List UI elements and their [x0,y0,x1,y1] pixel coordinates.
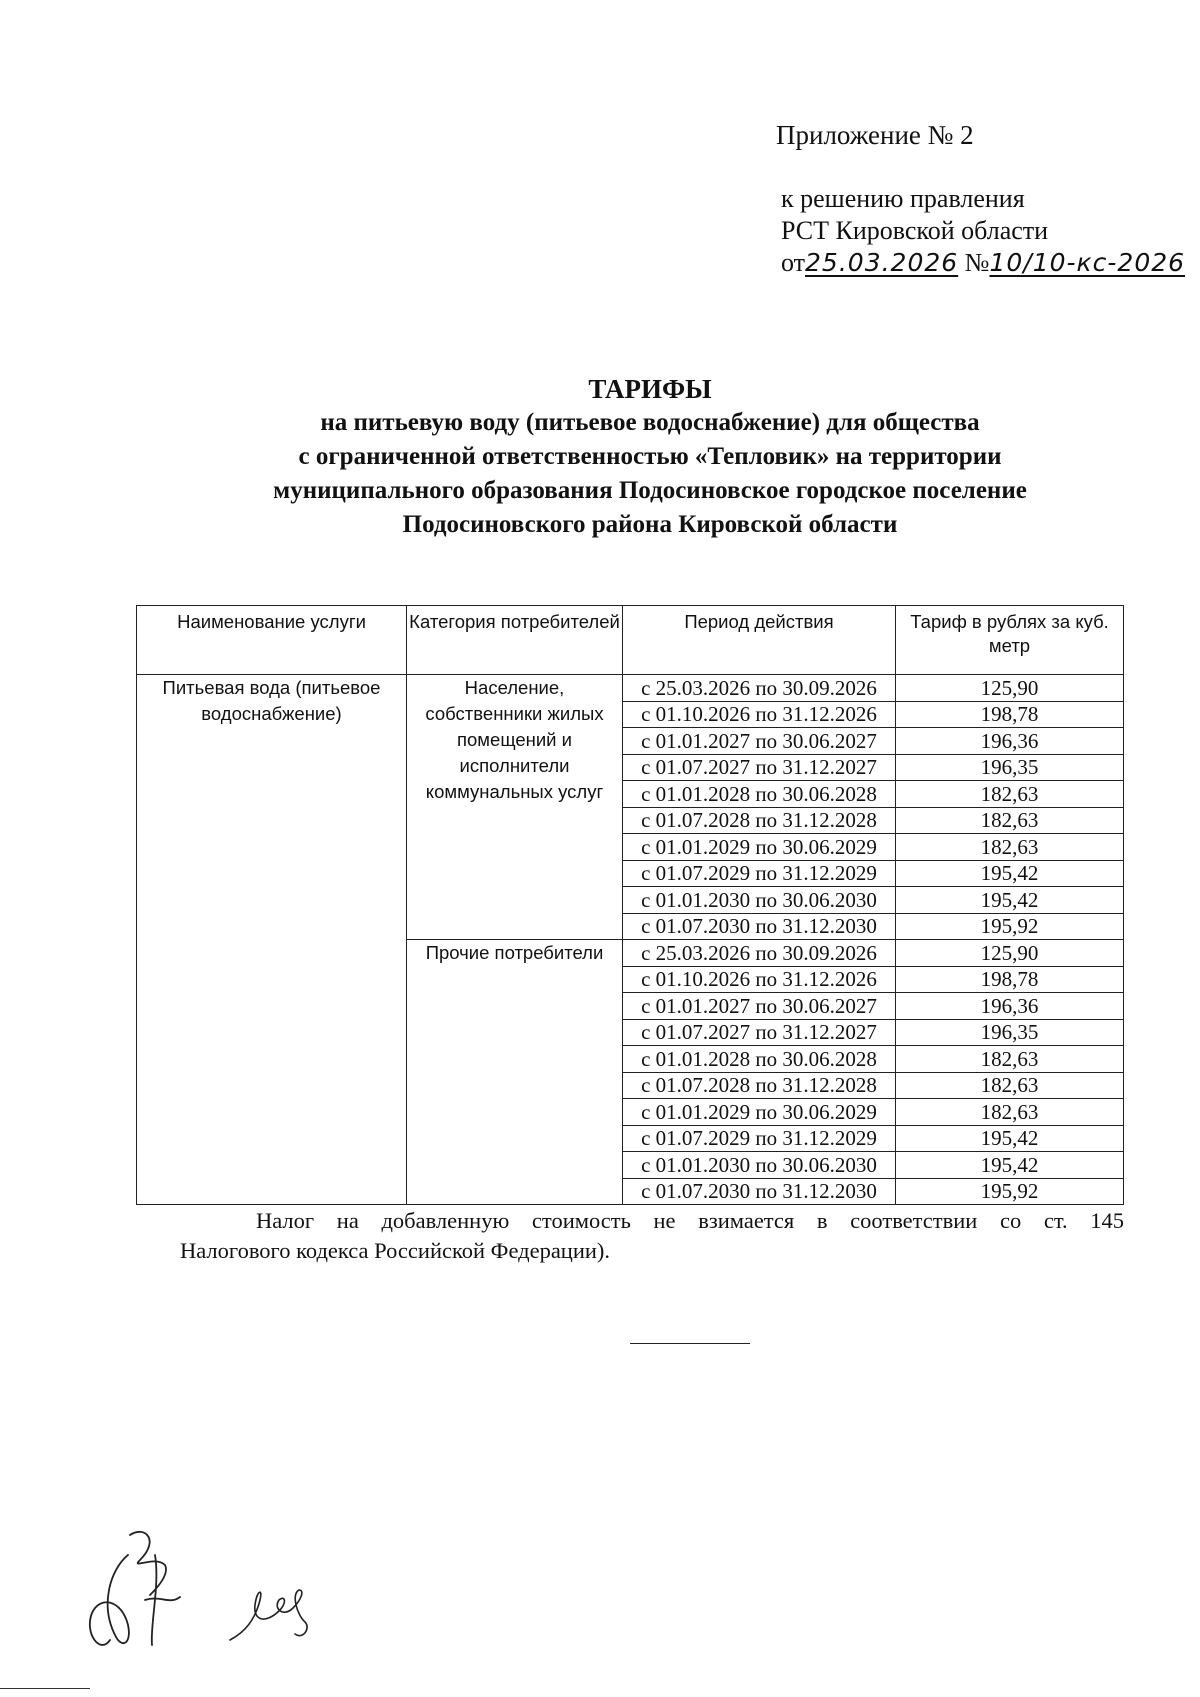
period-cell: с 01.01.2027 по 30.06.2027 [623,993,896,1020]
tariff-table [136,605,1124,1205]
period-cell: с 01.01.2030 по 30.06.2030 [623,1152,896,1179]
tariff-cell: 195,42 [896,1152,1124,1179]
decision-number: 10/10-кс-2026 [989,248,1186,277]
annex-label: Приложение № 2 [776,120,974,150]
period-cell: с 01.07.2030 по 31.12.2030 [623,913,896,940]
period-cell: с 01.01.2028 по 30.06.2028 [623,1046,896,1073]
vat-note-line-1: Налог на добавленную стоимость не взимается в соответствии со ст. 145 [256,1208,1124,1233]
decision-reference [781,183,1185,279]
period-cell: с 01.10.2026 по 31.12.2026 [623,966,896,993]
decision-line-1: к решению правления [781,184,1025,213]
tariff-cell: 125,90 [896,940,1124,967]
tariff-cell: 182,63 [896,807,1124,834]
tariff-cell: 196,35 [896,1019,1124,1046]
tariff-cell: 196,36 [896,728,1124,755]
tariff-table-body [137,675,1124,1205]
tariff-cell: 125,90 [896,675,1124,702]
period-cell: с 01.01.2029 по 30.06.2029 [623,834,896,861]
period-cell: с 25.03.2026 по 30.09.2026 [623,940,896,967]
period-cell: с 01.01.2030 по 30.06.2030 [623,887,896,914]
tariff-cell: 195,92 [896,1178,1124,1205]
period-cell: с 01.07.2029 по 31.12.2029 [623,860,896,887]
table-row [137,675,1124,702]
consumer-category-cell: Население, собственники жилых помещений и исполнители коммунальных услуг [407,675,623,940]
title-line-4: Подосиновского района Кировской области [402,511,898,538]
period-cell: с 01.07.2030 по 31.12.2030 [623,1178,896,1205]
period-cell: с 25.03.2026 по 30.09.2026 [623,675,896,702]
title-line-3: муниципального образования Подосиновское городское поселение [273,477,1027,504]
header-category: Категория потребителей [407,606,623,675]
period-cell: с 01.07.2027 по 31.12.2027 [623,754,896,781]
tariff-cell: 182,63 [896,1046,1124,1073]
period-cell: с 01.07.2029 по 31.12.2029 [623,1125,896,1152]
closing-rule [630,1343,750,1344]
tariff-cell: 195,42 [896,1125,1124,1152]
period-cell: с 01.07.2027 по 31.12.2027 [623,1019,896,1046]
title-line-2: с ограниченной ответственностью «Тепловик» на территории [298,443,1002,470]
title-line-1: на питьевую воду (питьевое водоснабжение) для общества [320,409,980,436]
tariff-cell: 195,42 [896,887,1124,914]
period-cell: с 01.01.2029 по 30.06.2029 [623,1099,896,1126]
signature-1-icon [70,1515,200,1665]
tariff-cell: 182,63 [896,834,1124,861]
vat-note-line-2: Налогового кодекса Российской Федерации). [180,1238,611,1263]
title-main: ТАРИФЫ [588,374,712,404]
period-cell: с 01.10.2026 по 31.12.2026 [623,701,896,728]
tariff-cell: 195,92 [896,913,1124,940]
signature-2-icon [225,1560,335,1650]
tariff-cell: 196,36 [896,993,1124,1020]
period-cell: с 01.07.2028 по 31.12.2028 [623,1072,896,1099]
decision-line-2: РСТ Кировской области [781,216,1049,245]
consumer-category-cell: Прочие потребители [407,940,623,1205]
header-service: Наименование услуги [137,606,407,675]
tariff-cell: 182,63 [896,1099,1124,1126]
period-cell: с 01.01.2027 по 30.06.2027 [623,728,896,755]
tariff-cell: 196,35 [896,754,1124,781]
tariff-cell: 182,63 [896,1072,1124,1099]
period-cell: с 01.01.2028 по 30.06.2028 [623,781,896,808]
decision-date-number [781,247,1185,279]
period-cell: с 01.07.2028 по 31.12.2028 [623,807,896,834]
date-prefix: от [781,248,806,277]
header-period: Период действия [623,606,896,675]
number-prefix: № [964,248,990,277]
service-name-cell: Питьевая вода (питьевое водоснабжение) [137,675,407,1205]
tariff-cell: 195,42 [896,860,1124,887]
tariff-cell: 182,63 [896,781,1124,808]
table-header-row [137,606,1124,675]
header-tariff: Тариф в рублях за куб. метр [896,606,1124,675]
tariff-cell: 198,78 [896,701,1124,728]
document-title [130,372,1170,542]
decision-date: 25.03.2026 [805,248,959,277]
footer-line [0,1688,90,1689]
tariff-cell: 198,78 [896,966,1124,993]
